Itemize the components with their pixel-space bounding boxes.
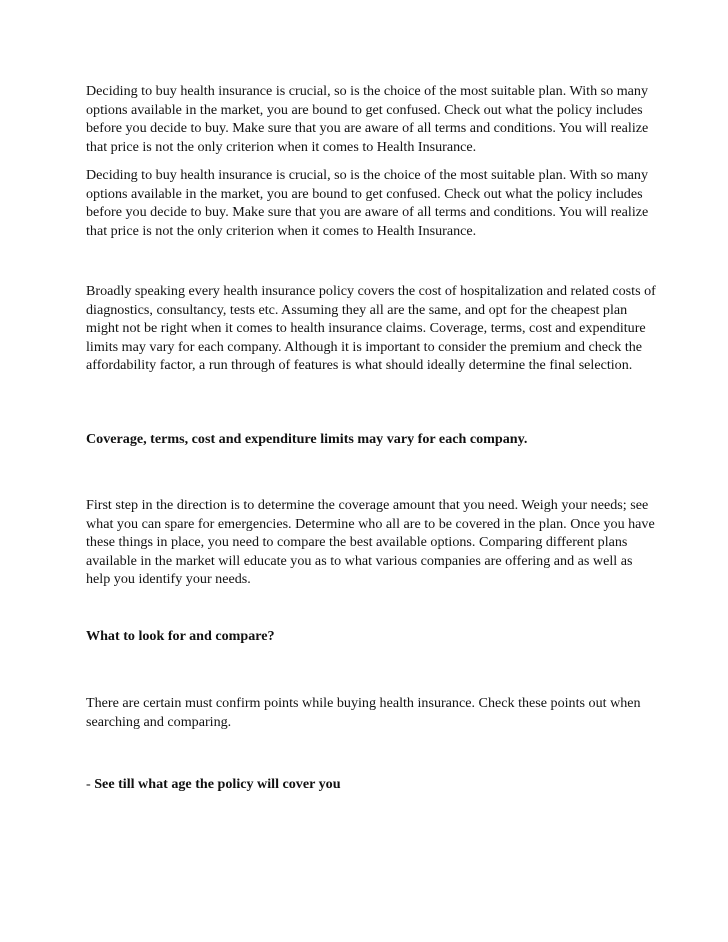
checklist-intro-paragraph: There are certain must confirm points while buying health insurance. Check these points out when searching and comparing.	[86, 695, 641, 730]
first-step-paragraph: First step in the direction is to determine the coverage amount that you need. Weigh your needs; see what you can spare for emergencies. Determine who all are to be covered in the plan. Once you have these things in place, you need to compare the best available options. Comparing different plans available in the market will educate you as to what various companies are offering and as well as help you identify your needs.	[86, 497, 655, 587]
bullet-dash: -	[86, 776, 95, 792]
bullet-item	[86, 775, 656, 794]
coverage-heading: Coverage, terms, cost and expenditure limits may vary for each company.	[86, 431, 528, 447]
coverage-overview-paragraph: Broadly speaking every health insurance policy covers the cost of hospitalization and related costs of diagnostics, consultancy, tests etc. Assuming they all are the same, and opt for the cheapest plan might not be right when it comes to health insurance claims. Coverage, terms, cost and expenditure limits may vary for each company. Although it is important to consider the premium and check the affordability factor, a run through of features is what should ideally determine the final selection.	[86, 283, 656, 373]
compare-heading: What to look for and compare?	[86, 628, 275, 644]
intro-paragraph-repeat: Deciding to buy health insurance is crucial, so is the choice of the most suitable plan. With so many options available in the market, you are bound to get confused. Check out what the policy includes before you decide to buy. Make sure that you are aware of all terms and conditions. You will realize that price is not the only criterion when it comes to Health Insurance.	[86, 167, 649, 239]
bullet-item-text: See till what age the policy will cover you	[94, 776, 341, 792]
intro-paragraph: Deciding to buy health insurance is crucial, so is the choice of the most suitable plan. With so many options available in the market, you are bound to get confused. Check out what the policy includes before you decide to buy. Make sure that you are aware of all terms and conditions. You will realize that price is not the only criterion when it comes to Health Insurance.	[86, 83, 649, 155]
